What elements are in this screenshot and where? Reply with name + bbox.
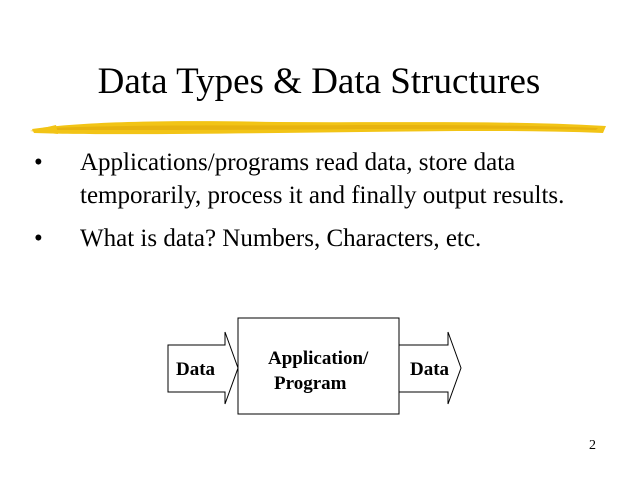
bullet-text: What is data? Numbers, Characters, etc. xyxy=(80,225,482,252)
bullet-marker: • xyxy=(34,225,43,252)
page-number: 2 xyxy=(589,438,596,453)
bullet-marker: • xyxy=(34,149,43,176)
bullet-text: Applications/programs read data, store data temporarily, process it and finally output results. xyxy=(80,149,565,209)
process-label-line2: Program xyxy=(274,373,347,394)
process-label-line1: Application/ xyxy=(268,348,369,369)
input-label: Data xyxy=(176,359,216,380)
output-label: Data xyxy=(410,359,450,380)
slide-title: Data Types & Data Structures xyxy=(97,61,541,102)
